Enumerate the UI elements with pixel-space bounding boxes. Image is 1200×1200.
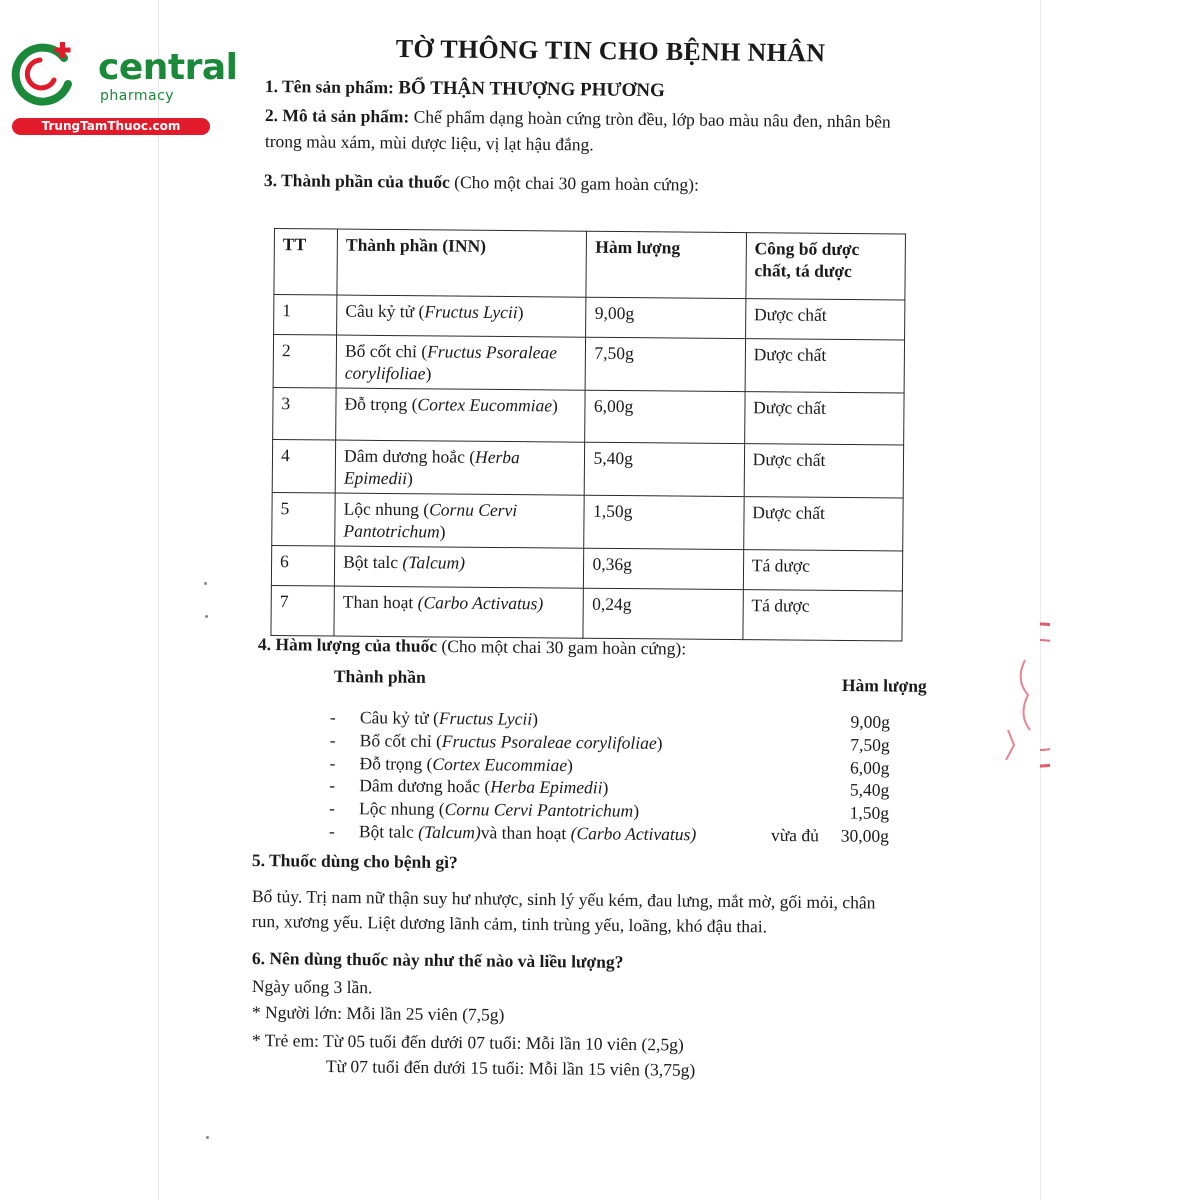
section-2-line-2: trong màu xám, mùi dược liệu, vị lạt hậu đắng.	[264, 131, 594, 155]
table-header-ingredient: Thành phần (INN)	[337, 229, 587, 297]
section-2-line-1	[265, 105, 891, 133]
section-1	[265, 76, 665, 102]
row-number: 6	[271, 545, 334, 586]
table-header-type: Công bố dược chất, tá dược	[746, 233, 906, 300]
row-ingredient: Dâm dương hoắc (Herba Epimedii)	[335, 440, 585, 495]
scan-speck	[206, 1136, 209, 1139]
table-row	[273, 387, 904, 445]
list-item: - Đỗ trọng (Cortex Eucommiae) 6,00g	[329, 752, 890, 778]
row-type: Tá dược	[743, 550, 903, 591]
row-number: 7	[271, 585, 335, 636]
row-amount: 0,36g	[584, 548, 744, 589]
table-row	[272, 492, 903, 551]
section-2-text-1: Chế phẩm dạng hoàn cứng tròn đều, lớp bao màu nâu đen, nhân bên	[413, 106, 891, 132]
row-number: 4	[272, 439, 336, 493]
section-1-label: 1. Tên sản phẩm:	[264, 76, 395, 98]
row-ingredient: Câu kỷ tử (Fructus Lycii)	[337, 295, 587, 337]
list-item: - Lộc nhung (Cornu Cervi Pantotrichum) 1,50g	[329, 798, 890, 824]
row-type: Dược chất	[745, 339, 905, 393]
table-row	[273, 335, 904, 394]
row-ingredient: Đỗ trọng (Cortex Eucommiae)	[336, 388, 586, 442]
row-ingredient: Bột talc (Talcum)	[334, 546, 584, 588]
table-header-row	[274, 229, 906, 301]
section-6-label: 6. Nên dùng thuốc này như thế nào và liều lượng?	[251, 948, 624, 972]
brand-website: TrungTamThuoc.com	[12, 118, 210, 135]
section-3-label: 3. Thành phần của thuốc	[263, 170, 450, 192]
scan-speck	[205, 615, 208, 618]
section-2-label: 2. Mô tả sản phẩm:	[264, 105, 410, 127]
brand-subtitle: pharmacy	[100, 88, 175, 104]
brand-name: central	[98, 47, 238, 88]
section-6-text-3: * Trẻ em: Từ 05 tuổi đến dưới 07 tuổi: Mỗi lần 10 viên (2,5g)	[251, 1030, 684, 1055]
row-ingredient: Than hoạt (Carbo Activatus)	[334, 586, 584, 638]
row-type: Tá dược	[743, 590, 903, 641]
scan-speck	[204, 582, 207, 585]
section-3-note: (Cho một chai 30 gam hoàn cứng):	[454, 171, 700, 195]
row-number: 3	[273, 387, 337, 440]
section-5-label: 5. Thuốc dùng cho bệnh gì?	[251, 850, 458, 873]
row-amount: 1,50g	[584, 495, 744, 549]
section-6-text-1: Ngày uống 3 lần.	[251, 976, 373, 998]
list-item: - Bổ cốt chỉ (Fructus Psoraleae corylifoliae) 7,50g	[329, 729, 890, 755]
list-item: - Dâm dương hoắc (Herba Epimedii) 5,40g	[329, 775, 890, 801]
table-header-tt: TT	[274, 229, 338, 296]
product-name: BỔ THẬN THƯỢNG PHƯƠNG	[398, 77, 665, 102]
row-type: Dược chất	[744, 444, 904, 498]
row-ingredient: Bổ cốt chỉ (Fructus Psoraleae corylifoliae)	[336, 335, 586, 390]
section-6-text-2: * Người lớn: Mỗi lần 25 viên (7,5g)	[251, 1002, 505, 1025]
official-stamp-icon	[1000, 620, 1050, 770]
row-type: Dược chất	[743, 497, 903, 551]
row-type: Dược chất	[744, 392, 904, 445]
row-amount: 6,00g	[585, 390, 745, 443]
row-amount: 9,00g	[586, 297, 746, 338]
section-4-label: 4. Hàm lượng của thuốc	[257, 634, 438, 656]
row-amount: 5,40g	[585, 442, 745, 496]
section-5-text-1: Bổ tủy. Trị nam nữ thận suy hư nhược, sinh lý yếu kém, đau lưng, mắt mờ, gối mỏi, chân	[251, 886, 876, 913]
composition-list	[329, 706, 890, 848]
row-amount: 7,50g	[586, 337, 746, 391]
row-type: Dược chất	[745, 299, 905, 340]
section-4-note: (Cho một chai 30 gam hoàn cứng):	[441, 635, 687, 659]
row-number: 2	[273, 335, 337, 389]
section-4-col-ingredient: Thành phần	[333, 666, 426, 687]
row-amount: 0,24g	[583, 588, 743, 639]
list-item: - Bột talc (Talcum)và than hoạt (Carbo Activatus) vừa đủ 30,00g	[328, 820, 889, 846]
row-ingredient: Lộc nhung (Cornu Cervi Pantotrichum)	[335, 493, 585, 548]
section-4-col-amount: Hàm lượng	[841, 675, 927, 696]
table-row	[274, 295, 905, 341]
table-header-amount: Hàm lượng	[586, 231, 746, 298]
table-row	[272, 439, 903, 498]
table-row	[271, 585, 902, 641]
section-4-heading	[258, 634, 686, 659]
document-title: TỜ THÔNG TIN CHO BỆNH NHÂN	[395, 34, 826, 68]
row-number: 5	[272, 492, 336, 546]
row-number: 1	[274, 295, 337, 336]
table-row	[271, 545, 902, 591]
section-5-text-2: run, xương yếu. Liệt dương lãnh cảm, tinh trùng yếu, loãng, khó đậu thai.	[251, 911, 768, 937]
section-3-heading	[264, 170, 699, 196]
section-6-text-4: Từ 07 tuổi đến dưới 15 tuổi: Mỗi lần 15 viên (3,75g)	[325, 1056, 696, 1080]
list-item: - Câu kỷ tử (Fructus Lycii) 9,00g	[329, 706, 890, 732]
ingredients-table	[270, 228, 906, 641]
